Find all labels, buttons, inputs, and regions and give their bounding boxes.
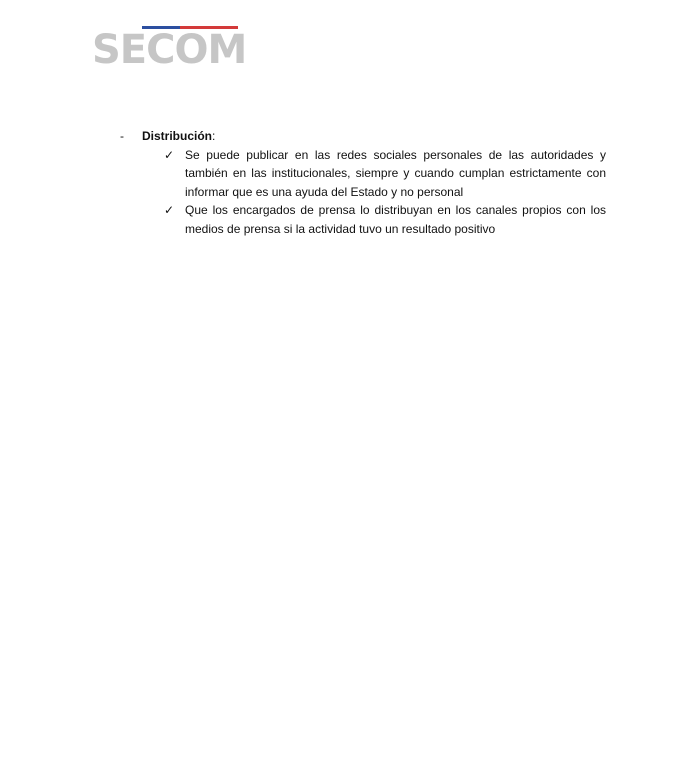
checklist xyxy=(120,146,610,239)
dash-bullet: - xyxy=(120,129,124,143)
section-title-wrapper xyxy=(142,127,215,146)
document-body xyxy=(120,127,610,238)
section-heading xyxy=(120,127,610,146)
secom-logo xyxy=(92,26,247,73)
logo-text: SECOM xyxy=(92,27,247,73)
section-title-colon: : xyxy=(212,129,216,143)
list-item-text: Se puede publicar en las redes sociales personales de las autoridades y también en las institucionales, siempre y cuando cumplan estrictamente con informar que es una ayuda del Estado y no personal xyxy=(185,147,606,199)
check-icon: ✓ xyxy=(164,147,175,162)
list-item xyxy=(120,146,606,202)
list-item-text: Que los encargados de prensa lo distribuyan en los canales propios con los medios de prensa si la actividad tuvo un resultado positivo xyxy=(185,203,606,236)
list-item xyxy=(120,201,606,238)
check-icon: ✓ xyxy=(164,203,175,217)
section-title: Distribución xyxy=(142,129,213,143)
